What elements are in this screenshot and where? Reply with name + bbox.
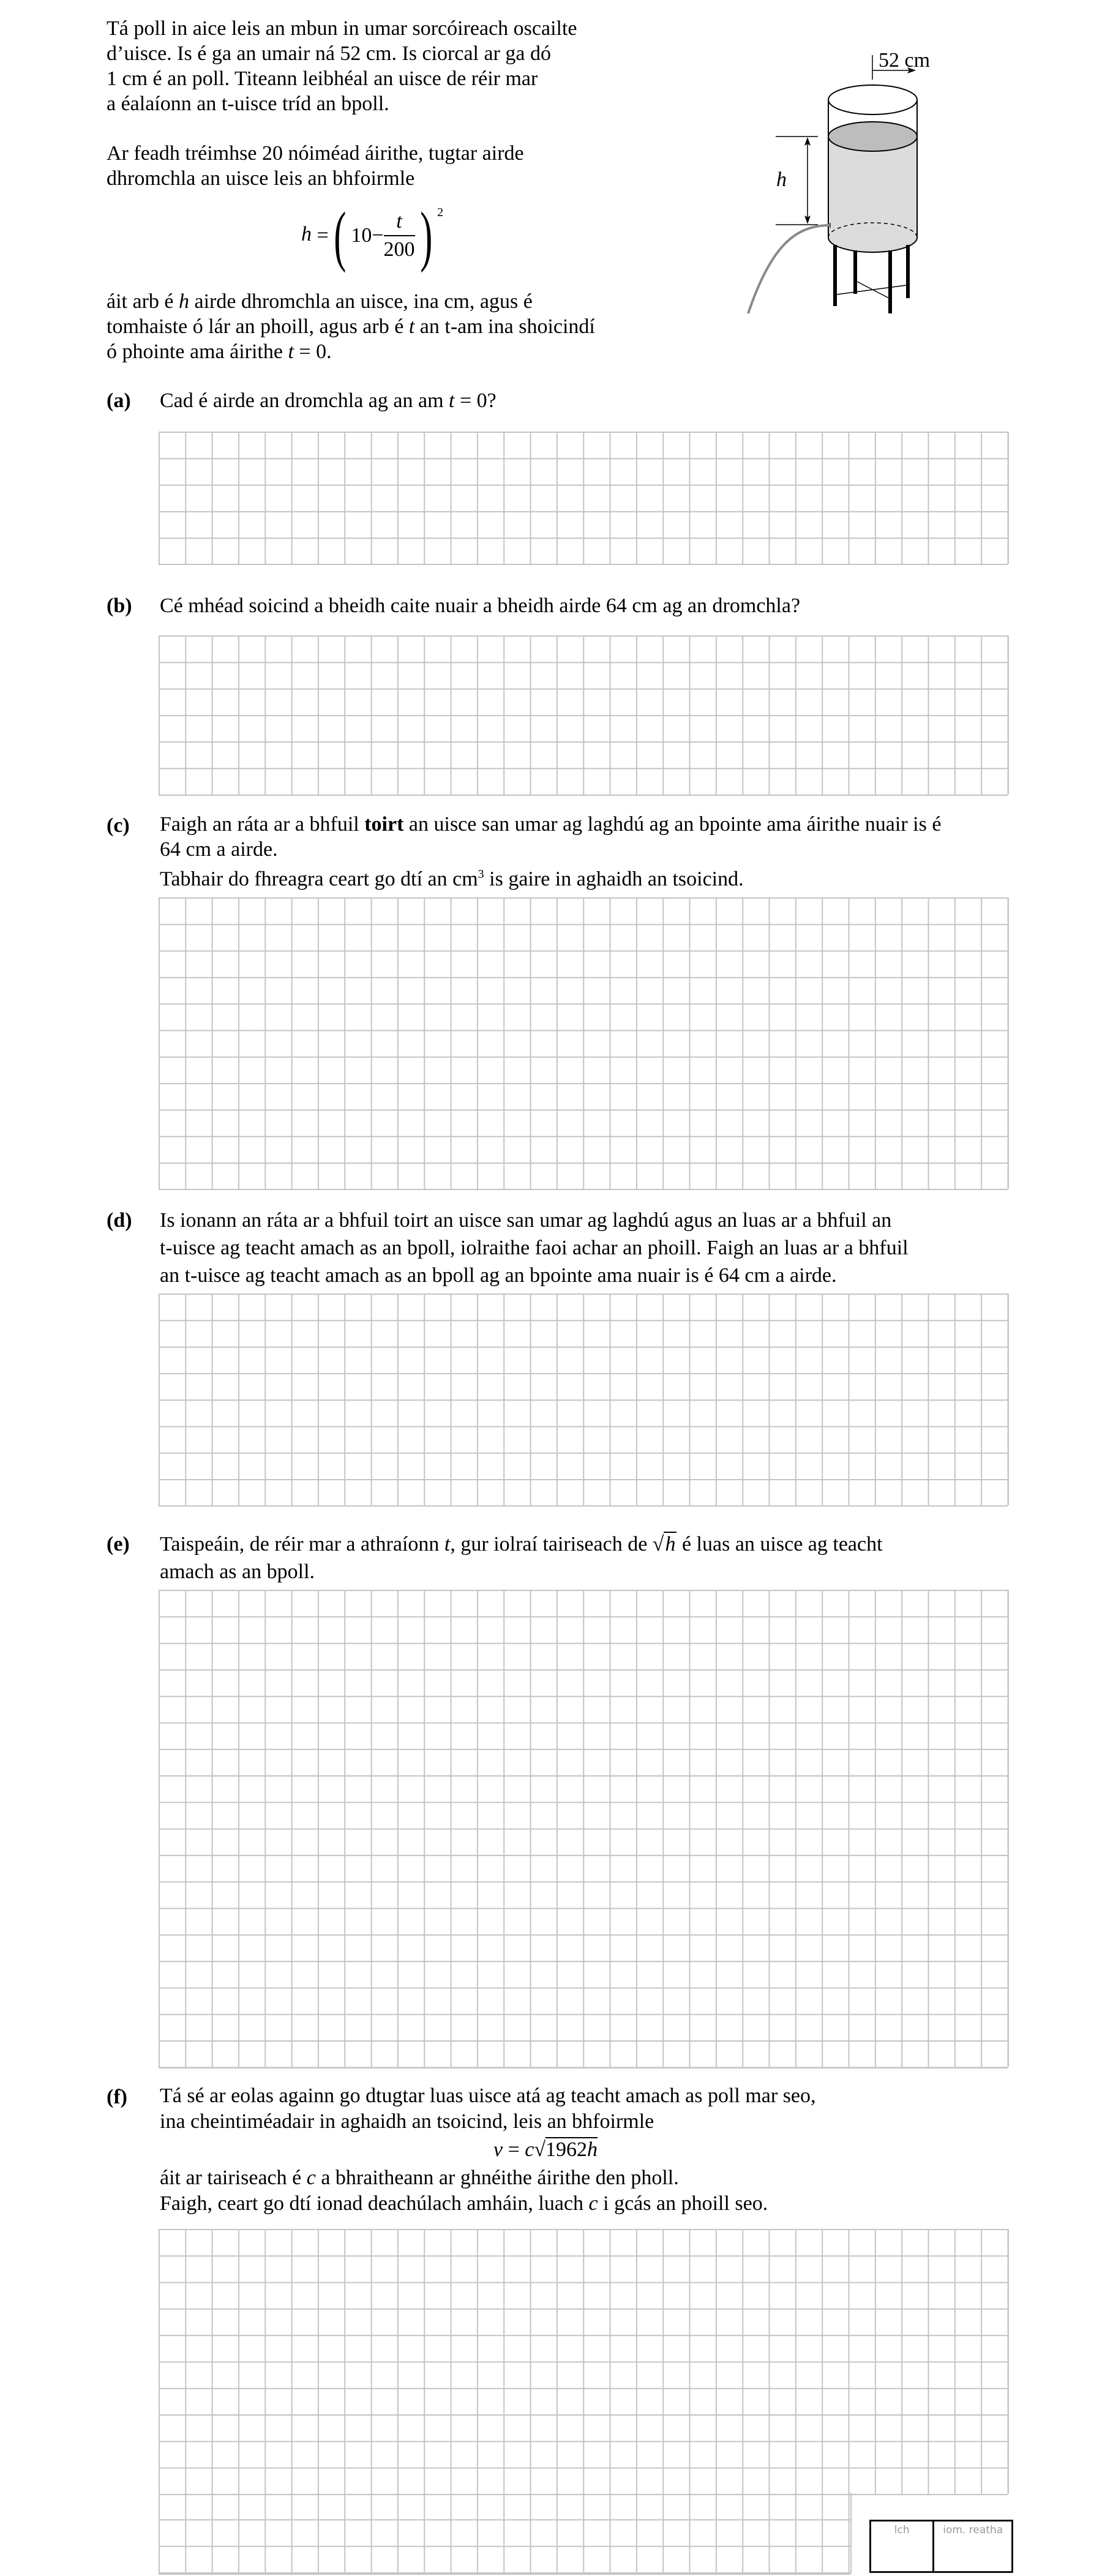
formula-minus: − <box>372 224 384 247</box>
formula-exponent: 2 <box>437 205 444 219</box>
answer-grid-b[interactable] <box>159 635 1008 796</box>
formula-equals: = <box>503 2138 525 2161</box>
text-line <box>160 2191 816 2217</box>
intro-paragraph-2 <box>107 141 524 191</box>
text-run: i gcás an phoill seo. <box>598 2192 768 2215</box>
intro-paragraph-1 <box>107 16 577 116</box>
var-t: t <box>288 340 294 363</box>
var-c: c <box>525 2138 534 2161</box>
text-line <box>160 862 941 891</box>
sqrt-radicand <box>545 2137 598 2161</box>
text-run: an uisce san umar ag laghdú ag an bpointe ama áirithe nuair is é <box>403 813 942 836</box>
running-total-cell: iom. reatha <box>932 2522 1011 2571</box>
radius-label: 52 cm <box>879 49 931 72</box>
text-run: Faigh, ceart go dtí ionad deachúlach amháin, luach <box>160 2192 589 2215</box>
intro-line: a éalaíonn an t-uisce tríd an bpoll. <box>107 92 389 115</box>
intro-line <box>107 289 595 314</box>
answer-grid-c[interactable] <box>159 897 1008 1190</box>
intro-line: d’uisce. Is é ga an umair ná 52 cm. Is ciorcal ar ga dó <box>107 42 551 65</box>
var-t: t <box>408 315 415 338</box>
text-line: an t-uisce ag teacht amach as an bpoll ag an bpointe ama nuair is é 64 cm a airde. <box>160 1264 837 1287</box>
text-run: tomhaiste ó lár an phoill, agus arb é <box>107 315 409 338</box>
var-t: t <box>449 389 455 412</box>
text-run: is gaire in aghaidh an tsoicind. <box>484 867 744 891</box>
text-run: Taispeáin, de réir mar a athraíonn <box>160 1533 444 1556</box>
question-f-label: (f) <box>107 2086 127 2108</box>
sqrt-symbol: √ <box>534 2138 546 2161</box>
question-c-text <box>160 812 941 891</box>
text-run: , gur iolraí tairiseach de <box>450 1533 653 1556</box>
question-d-text <box>160 1207 909 1289</box>
formula-fraction <box>384 208 415 263</box>
question-e-label: (e) <box>107 1533 130 1556</box>
fraction-numerator: t <box>384 208 415 236</box>
height-label: h <box>776 168 787 191</box>
question-d-label: (d) <box>107 1209 132 1232</box>
text-run: ó phointe ama áirithe <box>107 340 288 363</box>
question-c-label: (c) <box>107 814 130 837</box>
text-run: Tabhair do fhreagra ceart go dtí an cm <box>160 867 478 891</box>
emphasis-toirt: toirt <box>364 813 404 836</box>
intro-line <box>107 339 595 364</box>
formula-var-h: h <box>301 222 312 245</box>
formula-constant: 10 <box>351 224 372 247</box>
intro-line: Ar feadh tréimhse 20 nóiméad áirithe, tugtar airde <box>107 142 524 165</box>
var-t: t <box>444 1533 451 1556</box>
var-c: c <box>588 2192 598 2215</box>
answer-grid-a[interactable] <box>159 432 1008 565</box>
text-run: áit ar tairiseach é <box>160 2166 307 2189</box>
radicand-number: 1962 <box>545 2138 588 2161</box>
sqrt-symbol: √ <box>652 1533 664 1556</box>
text-line: ina cheintiméadair in aghaidh an tsoicind, leis an bhfoirmle <box>160 2110 654 2133</box>
intro-line: dhromchla an uisce leis an bhfoirmle <box>107 167 415 190</box>
text-line: Tá sé ar eolas againn go dtugtar luas uisce atá ag teacht amach as poll mar seo, <box>160 2084 816 2107</box>
question-b-label: (b) <box>107 594 132 617</box>
question-b-text: Cé mhéad soicind a bheidh caite nuair a bheidh airde 64 cm ag an dromchla? <box>160 594 801 617</box>
formula-equals: = <box>317 224 329 247</box>
page-tally-box <box>869 2520 1013 2573</box>
answer-grid-f[interactable] <box>159 2229 1008 2495</box>
page-number-cell: lch <box>894 2524 910 2536</box>
var-h: h <box>587 2138 598 2161</box>
intro-line <box>107 314 595 339</box>
velocity-formula <box>160 2135 816 2165</box>
text-run: = 0? <box>454 389 497 412</box>
text-line: t-uisce ag teacht amach as an bpoll, iolraithe faoi achar an phoill. Faigh an luas ar a bhfuil <box>160 1237 909 1259</box>
text-run: a bhraitheann ar ghnéithe áirithe den pholl. <box>315 2166 679 2189</box>
question-f-text <box>160 2083 816 2217</box>
height-formula <box>301 198 444 273</box>
answer-grid-e[interactable] <box>159 1590 1008 2069</box>
fraction-denominator: 200 <box>383 238 415 261</box>
text-run: airde dhromchla an uisce, ina cm, agus é <box>189 290 533 313</box>
text-run: áit arb é <box>107 290 179 313</box>
text-line <box>160 1530 883 1558</box>
text-line <box>160 2165 816 2191</box>
intro-line: 1 cm é an poll. Titeann leibhéal an uisce de réir mar <box>107 67 538 90</box>
intro-line: Tá poll in aice leis an mbun in umar sorcóireach oscailte <box>107 17 577 40</box>
text-run: Cad é airde an dromchla ag an am <box>160 389 449 412</box>
var-h: h <box>179 290 189 313</box>
var-c: c <box>306 2166 316 2189</box>
answer-grid-d[interactable] <box>159 1294 1008 1507</box>
left-paren: ( <box>333 198 347 273</box>
question-a-label: (a) <box>107 389 131 412</box>
sqrt-radicand: h <box>665 1533 676 1556</box>
tank-diagram <box>704 0 1113 380</box>
question-e-text <box>160 1530 883 1586</box>
text-run: é luas an uisce ag teacht <box>676 1533 883 1556</box>
text-run: an t-am ina shoicindí <box>414 315 595 338</box>
text-line <box>160 812 941 837</box>
superscript: 3 <box>478 867 484 881</box>
right-paren: ) <box>419 198 432 273</box>
answer-grid-f-lower[interactable] <box>159 2494 850 2575</box>
intro-paragraph-3 <box>107 289 595 364</box>
text-line: Is ionann an ráta ar a bhfuil toirt an uisce san umar ag laghdú agus an luas ar a bhfuil an <box>160 1209 892 1232</box>
var-v: v <box>493 2138 503 2161</box>
text-run: Faigh an ráta ar a bhfuil <box>160 813 365 836</box>
text-run: = 0. <box>293 340 332 363</box>
question-a-text <box>160 387 497 414</box>
text-line: amach as an bpoll. <box>160 1560 315 1583</box>
text-line: 64 cm a airde. <box>160 838 278 861</box>
